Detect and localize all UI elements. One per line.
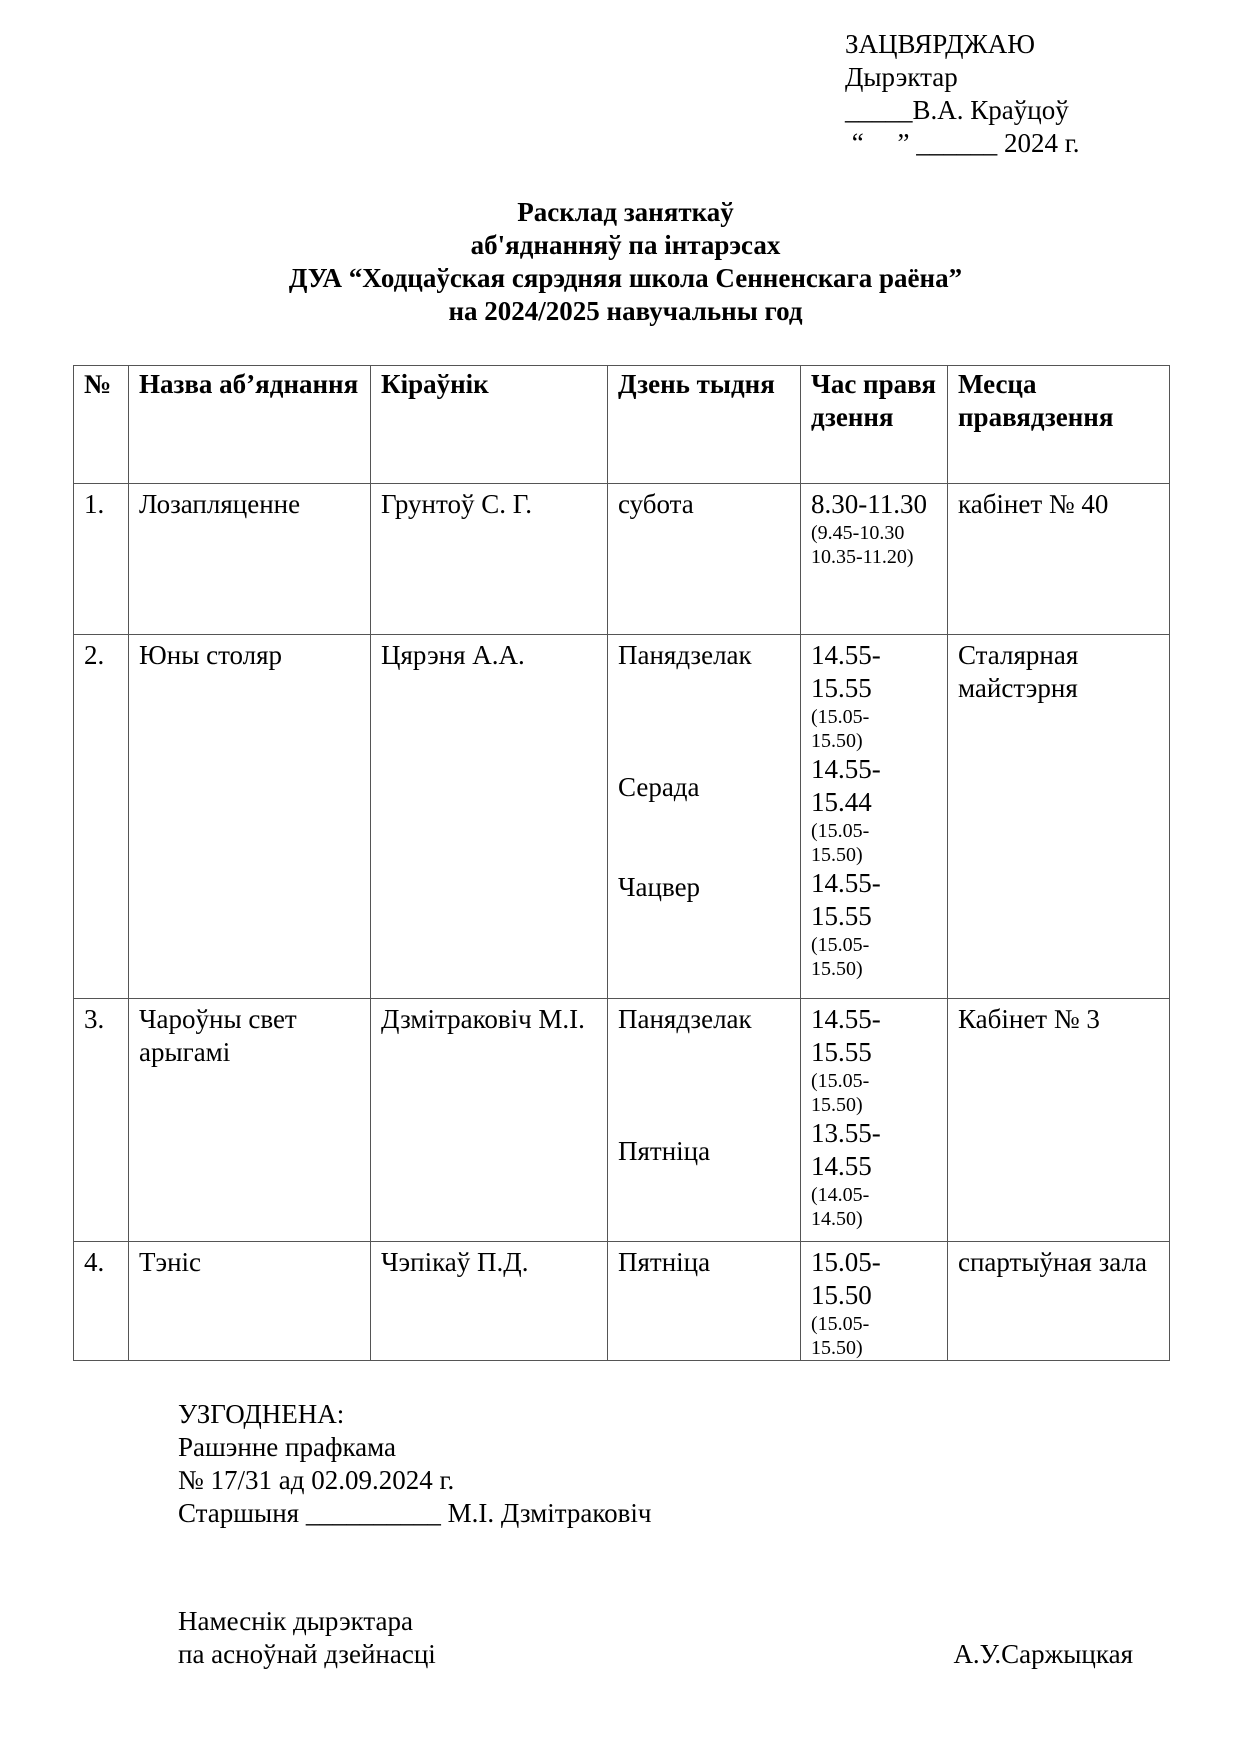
table-row [74,999,1170,1242]
time-slot [811,1003,937,1117]
agreement-line-2: № 17/31 ад 02.09.2024 г. [178,1465,455,1495]
time-sub: 10.35-11.20) [811,546,914,568]
approval-signature-line: _____В.А. Краўцоў [845,95,1069,125]
cell-days [608,635,801,999]
deputy-signature: А.У.Саржыцкая [953,1639,1133,1669]
header-day: Дзень тыдня [608,366,801,484]
cell-place: Кабінет № 3 [948,999,1170,1242]
header-leader: Кіраўнік [371,366,608,484]
cell-leader: Дзмітраковіч М.І. [371,999,608,1242]
deputy-line-2: па асноўнай дзейнасці [178,1639,436,1669]
time-slot [811,867,937,981]
cell-place: кабінет № 40 [948,484,1170,635]
day-label: Пятніца [618,1136,711,1166]
cell-name: Лозапляценне [129,484,371,635]
cell-place: спартыўная зала [948,1242,1170,1361]
deputy-line-1: Намеснік дырэктара [178,1606,414,1636]
cell-leader: Чэпікаў П.Д. [371,1242,608,1361]
approval-position: Дырэктар [845,62,958,92]
time-sub: 15.50) [811,1337,863,1359]
schedule-table [73,365,1170,1361]
cell-leader: Грунтоў С. Г. [371,484,608,635]
agreement-block [178,1398,651,1530]
table-row [74,635,1170,999]
time-main: 15.05-15.50 [811,1247,881,1310]
header-place: Месца правядзення [948,366,1170,484]
time-sub: 15.50) [811,844,863,866]
time-main: 14.55-15.55 [811,640,881,703]
title-line-4: на 2024/2025 навучальны год [448,296,803,326]
approval-heading: ЗАЦВЯРДЖАЮ [845,29,1036,59]
title-line-1: Расклад заняткаў [517,197,734,227]
time-main: 14.55-15.55 [811,1004,881,1067]
time-sub: (15.05- [811,1313,870,1335]
cell-times [801,1242,948,1361]
approval-block [845,28,1080,160]
document-title [0,196,1241,328]
agreement-line-1: Рашэнне прафкама [178,1432,397,1462]
time-main: 8.30-11.30 [811,489,927,519]
time-sub: (15.05- [811,820,870,842]
cell-num: 3. [74,999,129,1242]
header-time: Час правя дзення [801,366,948,484]
cell-leader: Цярэня А.А. [371,635,608,999]
day-label: Серада [618,772,700,802]
cell-place: Сталярная майстэрня [948,635,1170,999]
time-sub: (14.05- [811,1184,870,1206]
time-slot [811,488,937,569]
cell-times [801,635,948,999]
day-label: субота [618,489,694,519]
time-sub: 15.50) [811,958,863,980]
time-main: 14.55-15.44 [811,754,881,817]
time-slot [811,1117,937,1231]
header-num: № [74,366,129,484]
time-sub: 15.50) [811,730,863,752]
day-label: Чацвер [618,872,701,902]
time-sub: (15.05- [811,1070,870,1092]
cell-name: Чароўны свет арыгамі [129,999,371,1242]
time-main: 13.55-14.55 [811,1118,881,1181]
day-label: Панядзелак [618,640,752,670]
cell-num: 4. [74,1242,129,1361]
cell-num: 1. [74,484,129,635]
cell-days [608,1242,801,1361]
deputy-signature-block [178,1605,1133,1671]
agreement-line-3: Старшыня __________ М.І. Дзмітраковіч [178,1498,652,1528]
time-sub: (9.45-10.30 [811,522,905,544]
table-row [74,1242,1170,1361]
time-main: 14.55-15.55 [811,868,881,931]
table-header-row [74,366,1170,484]
time-sub: (15.05- [811,706,870,728]
time-slot [811,1246,937,1360]
approval-date-line: “ ” ______ 2024 г. [845,128,1080,158]
table-row [74,484,1170,635]
time-slot [811,639,937,753]
time-slot [811,753,937,867]
cell-days [608,999,801,1242]
time-sub: 14.50) [811,1208,863,1230]
deputy-line-2-row [178,1638,1133,1671]
cell-times [801,999,948,1242]
cell-name: Тэніс [129,1242,371,1361]
day-label: Панядзелак [618,1004,752,1034]
cell-times [801,484,948,635]
cell-name: Юны столяр [129,635,371,999]
cell-days [608,484,801,635]
agreement-heading: УЗГОДНЕНА: [178,1399,345,1429]
title-line-2: аб'яднанняў па інтарэсах [470,230,781,260]
time-sub: (15.05- [811,934,870,956]
title-line-3: ДУА “Ходцаўская сярэдняя школа Сенненскага раёна” [288,263,963,293]
time-sub: 15.50) [811,1094,863,1116]
cell-num: 2. [74,635,129,999]
day-label: Пятніца [618,1247,711,1277]
header-name: Назва аб’яднання [129,366,371,484]
